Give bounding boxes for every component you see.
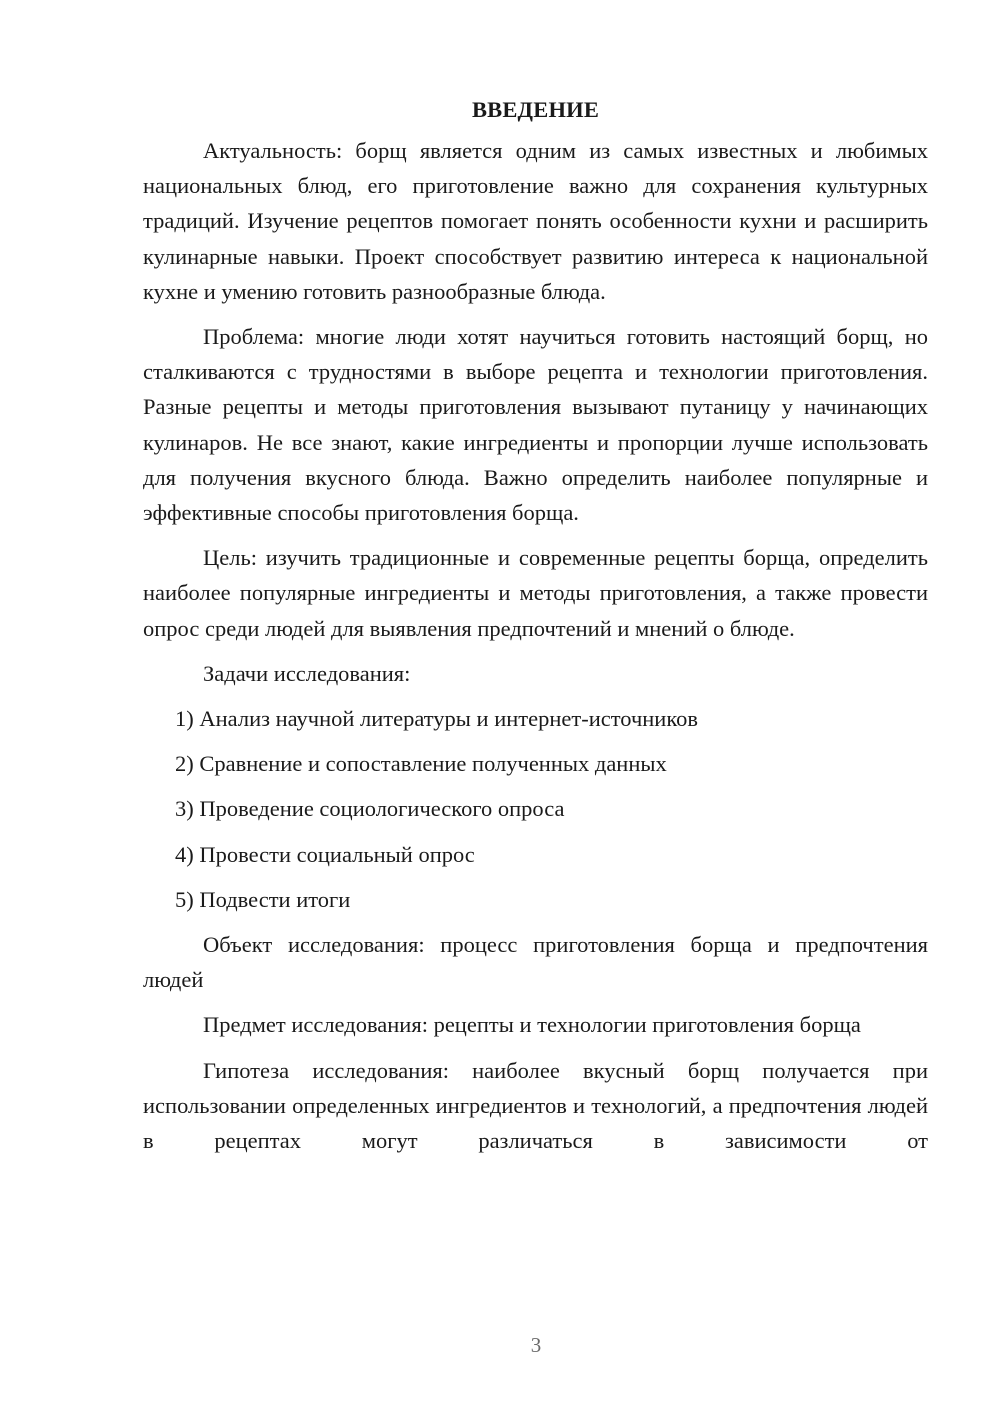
section-heading: ВВЕДЕНИЕ <box>471 97 600 122</box>
paragraph-relevance: Актуальность: борщ является одним из самых известных и любимых национальных блюд, его приготовление важно для сохранения культурных традиций. Изучение рецептов помогает понять особенности кухни и расширить кулинарные навыки. Проект способствует развитию интереса к национальной кухне и умению готовить разнообразные блюда. <box>143 138 928 304</box>
paragraph-goal: Цель: изучить традиционные и современные рецепты борща, определить наиболее популярные ингредиенты и методы приготовления, а также провести опрос среди людей для выявления предпочтений и мнений о блюде. <box>143 545 928 641</box>
paragraph-problem: Проблема: многие люди хотят научиться готовить настоящий борщ, но сталкиваются с трудностями в выборе рецепта и технологии приготовления. Разные рецепты и методы приготовления вызывают путаницу у начинающих кулинаров. Не все знают, какие ингредиенты и пропорции лучше использовать для получения вкусного блюда. Важно определить наиболее популярные и эффективные способы приготовления борща. <box>143 324 928 526</box>
task-item: 5) Подвести итоги <box>175 886 351 912</box>
paragraph-object: Объект исследования: процесс приготовления борща и предпочтения людей <box>143 932 928 993</box>
document-page <box>143 92 928 1168</box>
task-item: 2) Сравнение и сопоставление полученных данных <box>175 751 667 777</box>
task-item: 3) Проведение социологического опроса <box>175 796 565 822</box>
page-number: 3 <box>530 1333 542 1357</box>
paragraph-hypothesis: Гипотеза исследования: наиболее вкусный борщ получается при использовании определенных ингредиентов и технологий, а предпочтения людей в рецептах могут различаться в зависимости от <box>143 1057 928 1154</box>
task-list <box>143 701 928 917</box>
task-item: 1) Анализ научной литературы и интернет-источников <box>175 706 699 732</box>
task-item: 4) Провести социальный опрос <box>175 841 475 867</box>
paragraph-subject: Предмет исследования: рецепты и технологии приготовления борща <box>203 1012 861 1038</box>
tasks-title: Задачи исследования: <box>203 660 411 686</box>
